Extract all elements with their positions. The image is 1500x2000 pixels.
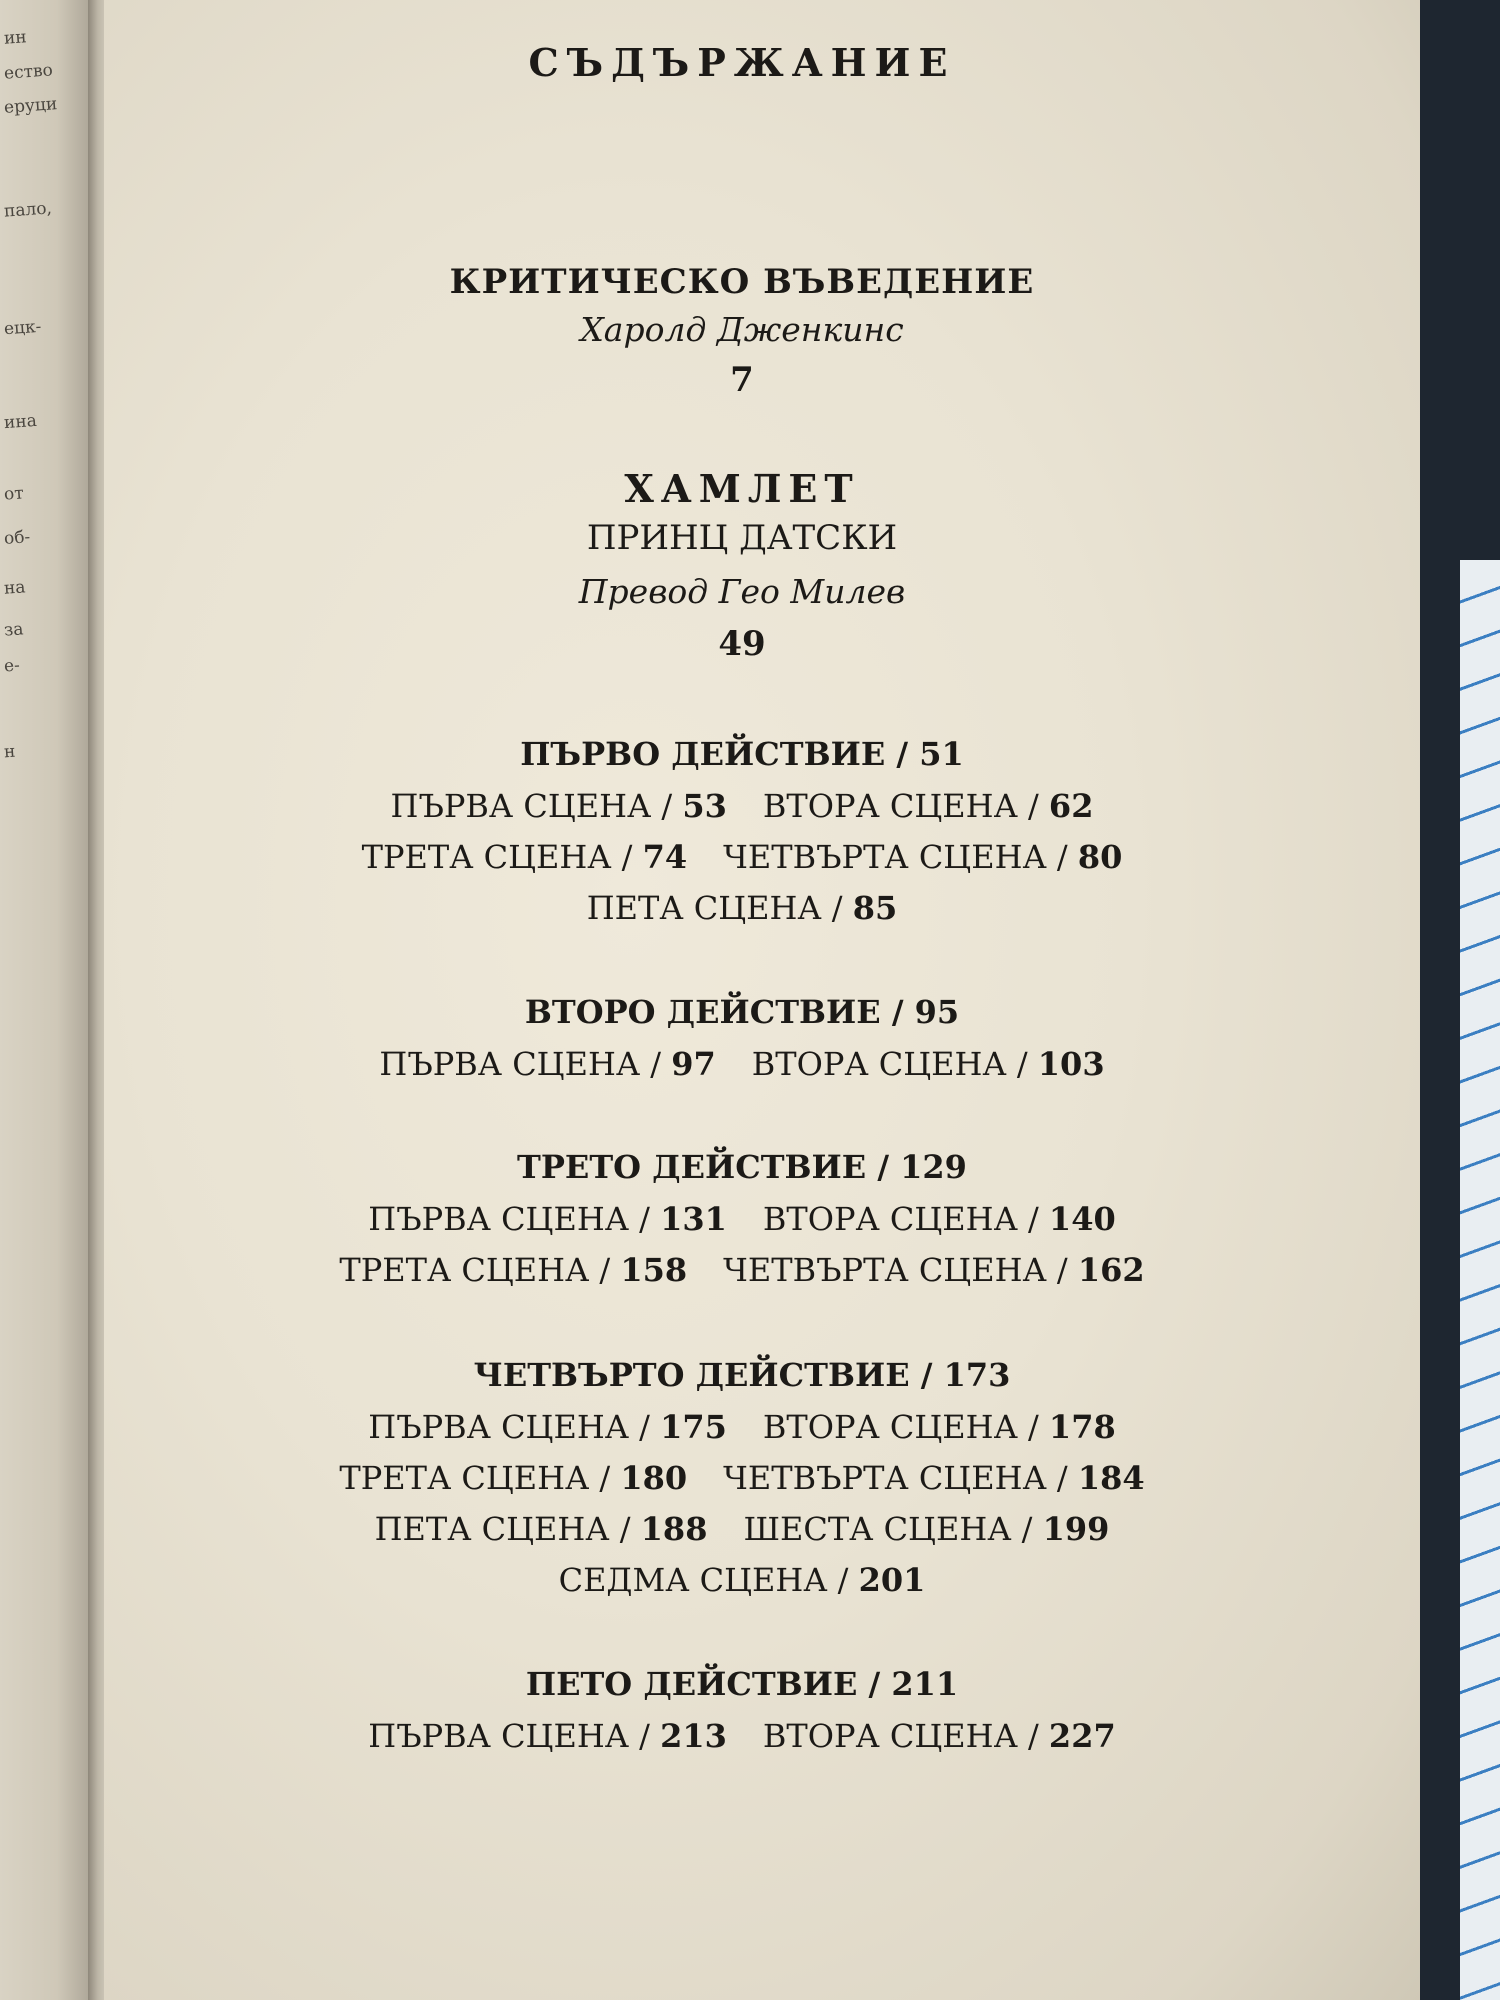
scene-page-number: 131 bbox=[660, 1200, 727, 1238]
act-title: ЧЕТВЪРТО ДЕЙСТВИЕ / 173 bbox=[473, 1356, 1011, 1394]
scene-page-number: 184 bbox=[1077, 1459, 1145, 1497]
scene-name: СЕДМА СЦЕНА / bbox=[558, 1561, 849, 1599]
scene-page-number: 227 bbox=[1048, 1717, 1116, 1755]
scene-name: ПЪРВА СЦЕНА / bbox=[379, 1045, 662, 1083]
scene-page-number: 158 bbox=[620, 1251, 688, 1289]
left-page-text-fragment: н bbox=[3, 741, 17, 763]
scene-page-number: 178 bbox=[1048, 1408, 1116, 1446]
left-page-text-fragment: пало, bbox=[3, 198, 53, 222]
scene-entry bbox=[391, 787, 727, 825]
scene-name: ВТОРА СЦЕНА / bbox=[762, 1408, 1039, 1446]
scene-entry bbox=[368, 1717, 727, 1755]
left-page-text-fragment: еруци bbox=[3, 94, 58, 118]
act-title: ПЪРВО ДЕЙСТВИЕ / 51 bbox=[520, 735, 964, 773]
scene-entry bbox=[763, 1200, 1116, 1238]
scene-page-number: 74 bbox=[642, 838, 688, 876]
scene-name: ТРЕТА СЦЕНА / bbox=[339, 1251, 611, 1289]
scene-row bbox=[104, 889, 1380, 927]
scene-name: ПЪРВА СЦЕНА / bbox=[390, 787, 673, 825]
scene-page-number: 188 bbox=[640, 1510, 708, 1548]
scene-name: ПЪРВА СЦЕНА / bbox=[368, 1408, 650, 1446]
book-cover-edge bbox=[1420, 0, 1500, 2000]
scene-name: ПЪРВА СЦЕНА / bbox=[368, 1200, 650, 1238]
scene-entry bbox=[763, 1408, 1116, 1446]
scene-page-number: 175 bbox=[660, 1408, 727, 1446]
scene-page-number: 162 bbox=[1077, 1251, 1145, 1289]
intro-author: Харолд Дженкинс bbox=[580, 310, 904, 349]
scene-entry bbox=[763, 1717, 1116, 1755]
act-title: ВТОРО ДЕЙСТВИЕ / 95 bbox=[524, 993, 960, 1031]
scene-entry bbox=[375, 1510, 708, 1548]
scene-entry bbox=[379, 1045, 715, 1083]
scene-page-number: 85 bbox=[852, 889, 898, 927]
scene-row bbox=[104, 1408, 1380, 1446]
scene-page-number: 62 bbox=[1048, 787, 1094, 825]
scene-page-number: 180 bbox=[620, 1459, 688, 1497]
scene-row bbox=[104, 787, 1380, 825]
scene-name: ПЕТА СЦЕНА / bbox=[374, 1510, 631, 1548]
play-translator: Превод Гео Милев bbox=[578, 572, 906, 611]
scene-entry bbox=[362, 838, 688, 876]
left-page-text-fragment: за bbox=[3, 619, 25, 641]
left-page-text-fragment: от bbox=[3, 483, 25, 505]
left-page bbox=[0, 0, 95, 2000]
scene-name: ВТОРА СЦЕНА / bbox=[762, 1200, 1039, 1238]
left-page-text-fragment: на bbox=[3, 577, 27, 599]
scene-page-number: 80 bbox=[1077, 838, 1123, 876]
scene-entry bbox=[752, 1045, 1105, 1083]
scene-row bbox=[104, 1045, 1380, 1083]
play-subtitle: ПРИНЦ ДАТСКИ bbox=[586, 518, 898, 558]
scene-entry bbox=[339, 1251, 687, 1289]
scene-page-number: 213 bbox=[660, 1717, 727, 1755]
scene-row bbox=[104, 1561, 1380, 1599]
scene-name: ВТОРА СЦЕНА / bbox=[762, 787, 1039, 825]
scene-entry bbox=[339, 1459, 687, 1497]
scene-page-number: 201 bbox=[858, 1561, 926, 1599]
intro-title: КРИТИЧЕСКО ВЪВЕДЕНИЕ bbox=[449, 262, 1035, 302]
scene-name: ВТОРА СЦЕНА / bbox=[762, 1717, 1039, 1755]
scene-name: ПЕТА СЦЕНА / bbox=[586, 889, 843, 927]
scene-page-number: 97 bbox=[671, 1045, 716, 1083]
scene-entry bbox=[587, 889, 898, 927]
scene-row bbox=[104, 1510, 1380, 1548]
left-page-text-fragment: ецк- bbox=[3, 316, 43, 340]
scene-name: ЧЕТВЪРТА СЦЕНА / bbox=[723, 1459, 1068, 1497]
scene-row bbox=[104, 1200, 1380, 1238]
scene-name: ЧЕТВЪРТА СЦЕНА / bbox=[723, 838, 1068, 876]
left-page-text-fragment: е- bbox=[3, 655, 21, 677]
scene-page-number: 103 bbox=[1037, 1045, 1105, 1083]
play-page: 49 bbox=[718, 624, 766, 664]
scene-row bbox=[104, 1251, 1380, 1289]
scene-entry bbox=[368, 1200, 727, 1238]
left-page-text-fragment: ин bbox=[3, 27, 28, 49]
act-title: ТРЕТО ДЕЙСТВИЕ / 129 bbox=[517, 1148, 967, 1186]
notebook-background bbox=[1460, 560, 1500, 2000]
scene-name: ШЕСТА СЦЕНА / bbox=[743, 1510, 1033, 1548]
left-page-text-fragment: ина bbox=[3, 410, 38, 434]
left-page-text-fragment: об- bbox=[3, 527, 31, 549]
intro-page: 7 bbox=[730, 360, 754, 400]
scene-entry bbox=[723, 838, 1122, 876]
scene-name: ПЪРВА СЦЕНА / bbox=[368, 1717, 650, 1755]
play-title: ХАМЛЕТ bbox=[624, 466, 860, 511]
scene-entry bbox=[763, 787, 1094, 825]
page-heading: СЪДЪРЖАНИЕ bbox=[528, 40, 956, 85]
act-title: ПЕТО ДЕЙСТВИЕ / 211 bbox=[525, 1665, 959, 1703]
scene-entry bbox=[559, 1561, 926, 1599]
scene-page-number: 53 bbox=[682, 787, 727, 825]
scene-entry bbox=[723, 1459, 1144, 1497]
scene-name: ЧЕТВЪРТА СЦЕНА / bbox=[723, 1251, 1068, 1289]
scene-entry bbox=[368, 1408, 727, 1446]
scene-name: ТРЕТА СЦЕНА / bbox=[339, 1459, 611, 1497]
left-page-text-fragment: ество bbox=[3, 60, 54, 84]
scene-entry bbox=[723, 1251, 1144, 1289]
scene-page-number: 140 bbox=[1048, 1200, 1116, 1238]
scene-row bbox=[104, 1717, 1380, 1755]
scene-page-number: 199 bbox=[1042, 1510, 1110, 1548]
scene-name: ВТОРА СЦЕНА / bbox=[751, 1045, 1028, 1083]
scene-row bbox=[104, 1459, 1380, 1497]
scene-row bbox=[104, 838, 1380, 876]
scene-name: ТРЕТА СЦЕНА / bbox=[361, 838, 633, 876]
scene-entry bbox=[743, 1510, 1109, 1548]
